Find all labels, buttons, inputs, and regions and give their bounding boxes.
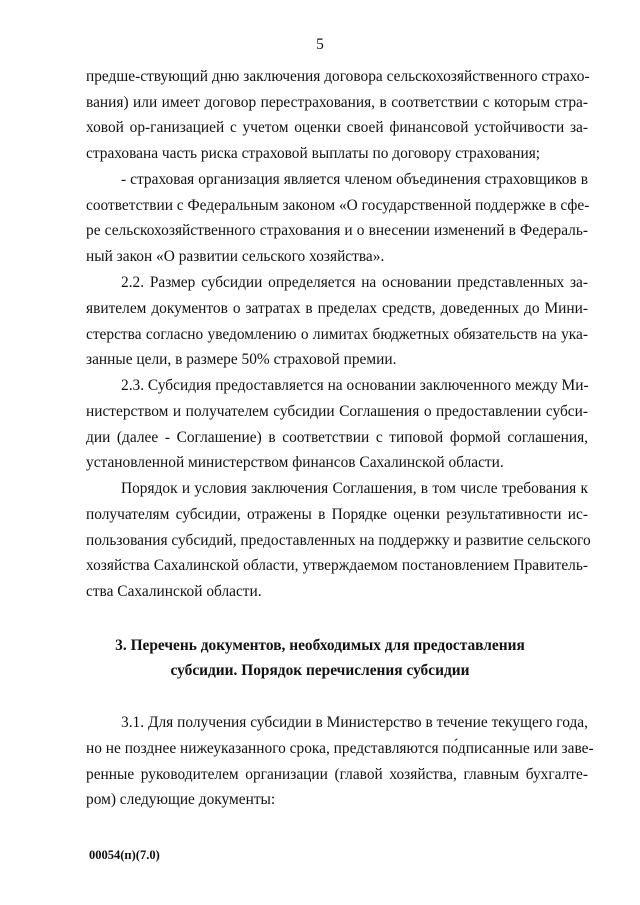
text-line: нистерством и получателем субсидии Соглашения о предоставлении субси-	[86, 403, 588, 420]
text-line: 2.2. Размер субсидии определяется на основании представленных за-	[121, 274, 588, 291]
page-number: 5	[316, 36, 324, 53]
text-line: ховой ор-ганизацией с учетом оценки своей финансовой устойчивости за-	[86, 119, 588, 136]
text-line: хозяйства Сахалинской области, утверждаемом постановлением Правитель-	[86, 557, 588, 574]
text-line: предше-ствующий дню заключения договора сельскохозяйственного страхо-	[86, 68, 590, 85]
text-line: стерства согласно уведомлению о лимитах бюджетных обязательств на ука-	[86, 326, 588, 343]
text-line: ства Сахалинской области.	[86, 583, 262, 600]
text-line: дии (далее - Соглашение) в соответствии с типовой формой соглашения,	[86, 429, 588, 446]
text-line: вания) или имеет договор перестрахования, в соответствии с которым стра-	[86, 94, 588, 111]
text-line: страхована часть риска страховой выплаты по договору страхования;	[86, 145, 541, 162]
document-code: 00054(п)(7.0)	[89, 848, 160, 862]
section-heading-line: 3. Перечень документов, необходимых для предоставления	[115, 637, 525, 654]
text-line: 2.3. Субсидия предоставляется на основании заключенного между Ми-	[121, 377, 589, 394]
text-line: получателям субсидии, отражены в Порядке оценки результативности ис-	[86, 506, 588, 523]
text-line: пользования субсидий, предоставленных на поддержку и развитие сельского	[86, 532, 591, 549]
text-line: ренные руководителем организации (главой хозяйства, главным бухгалте-	[86, 766, 588, 783]
text-line: установленной министерством финансов Сахалинской области.	[86, 454, 504, 471]
text-line: явителем документов о затратах в пределах средств, доведенных до Мини-	[86, 300, 588, 317]
text-line: ре сельскохозяйственного страхования и о внесении изменений в Федераль-	[86, 222, 588, 239]
text-line: занные цели, в размере 50% страховой премии.	[86, 351, 397, 368]
text-line: 3.1. Для получения субсидии в Министерство в течение текущего года,	[121, 714, 588, 731]
text-line: ный закон «О развитии сельского хозяйства».	[86, 248, 385, 265]
text-line: но не позднее нижеуказанного срока, представляются по́дписанные или заве-	[86, 740, 594, 757]
text-line: соответствии с Федеральным законом «О государственной поддержке в сфе-	[86, 197, 590, 214]
text-line: - страховая организация является членом объединения страховщиков в	[121, 171, 588, 188]
text-line: Порядок и условия заключения Соглашения, в том числе требования к	[121, 480, 588, 497]
text-line: ром) следующие документы:	[86, 791, 276, 808]
section-heading-line: субсидии. Порядок перечисления субсидии	[170, 662, 470, 679]
